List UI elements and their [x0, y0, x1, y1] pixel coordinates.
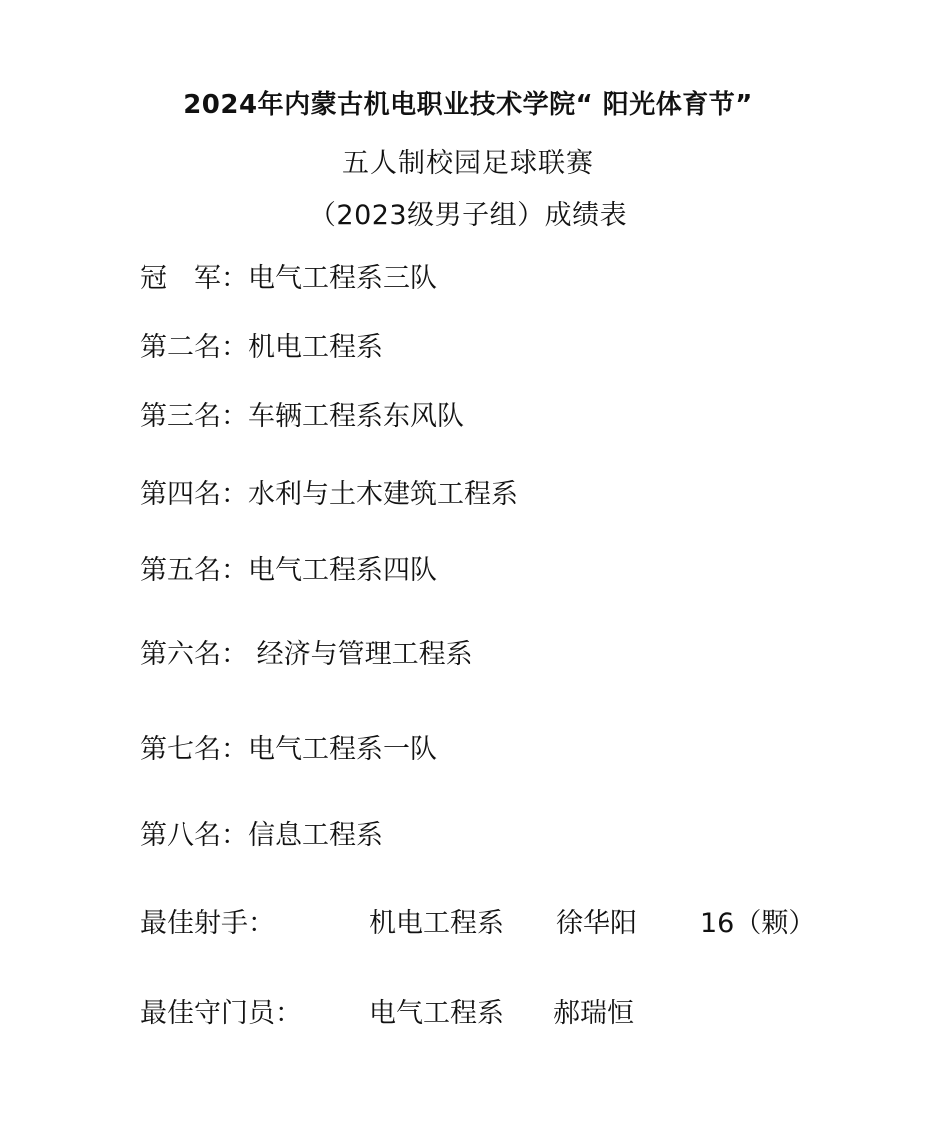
title-line-1: 2024年内蒙古机电职业技术学院“ 阳光体育节” [183, 90, 753, 120]
ranking-row-8 [140, 813, 383, 852]
award-label: 最佳守门员： [140, 998, 302, 1029]
ranking-label: 第三名： [140, 401, 248, 432]
ranking-row-2 [140, 325, 383, 364]
award-label: 最佳射手： [140, 908, 275, 939]
award-department: 电气工程系 [369, 998, 504, 1029]
ranking-label: 第四名： [140, 479, 248, 510]
ranking-row-1 [140, 256, 437, 295]
ranking-team: 机电工程系 [248, 332, 383, 363]
ranking-team: 电气工程系三队 [248, 263, 437, 294]
ranking-label: 第八名： [140, 820, 248, 851]
ranking-row-7 [140, 727, 437, 766]
ranking-team: 电气工程系四队 [248, 555, 437, 586]
ranking-team: 信息工程系 [248, 820, 383, 851]
ranking-label: 冠 军： [140, 263, 248, 294]
award-department: 机电工程系 [369, 908, 504, 939]
award-player-name: 徐华阳 [556, 908, 637, 939]
ranking-row-6 [140, 632, 473, 671]
best-scorer-row [140, 901, 840, 937]
ranking-row-5 [140, 548, 437, 587]
ranking-label: 第五名： [140, 555, 248, 586]
ranking-team: 经济与管理工程系 [248, 639, 473, 670]
ranking-team: 车辆工程系东风队 [248, 401, 464, 432]
ranking-label: 第二名： [140, 332, 248, 363]
title-line-3: （2023级男子组）成绩表 [308, 200, 628, 231]
award-player-name: 郝瑞恒 [553, 998, 634, 1029]
ranking-team: 电气工程系一队 [248, 734, 437, 765]
ranking-team: 水利与土木建筑工程系 [248, 479, 518, 510]
title-line-2: 五人制校园足球联赛 [342, 148, 594, 179]
ranking-row-3 [140, 394, 464, 433]
ranking-label: 第六名： [140, 639, 248, 670]
ranking-row-4 [140, 472, 518, 511]
award-goals: 16（颗） [700, 908, 816, 939]
best-goalkeeper-row [140, 991, 840, 1027]
ranking-label: 第七名： [140, 734, 248, 765]
